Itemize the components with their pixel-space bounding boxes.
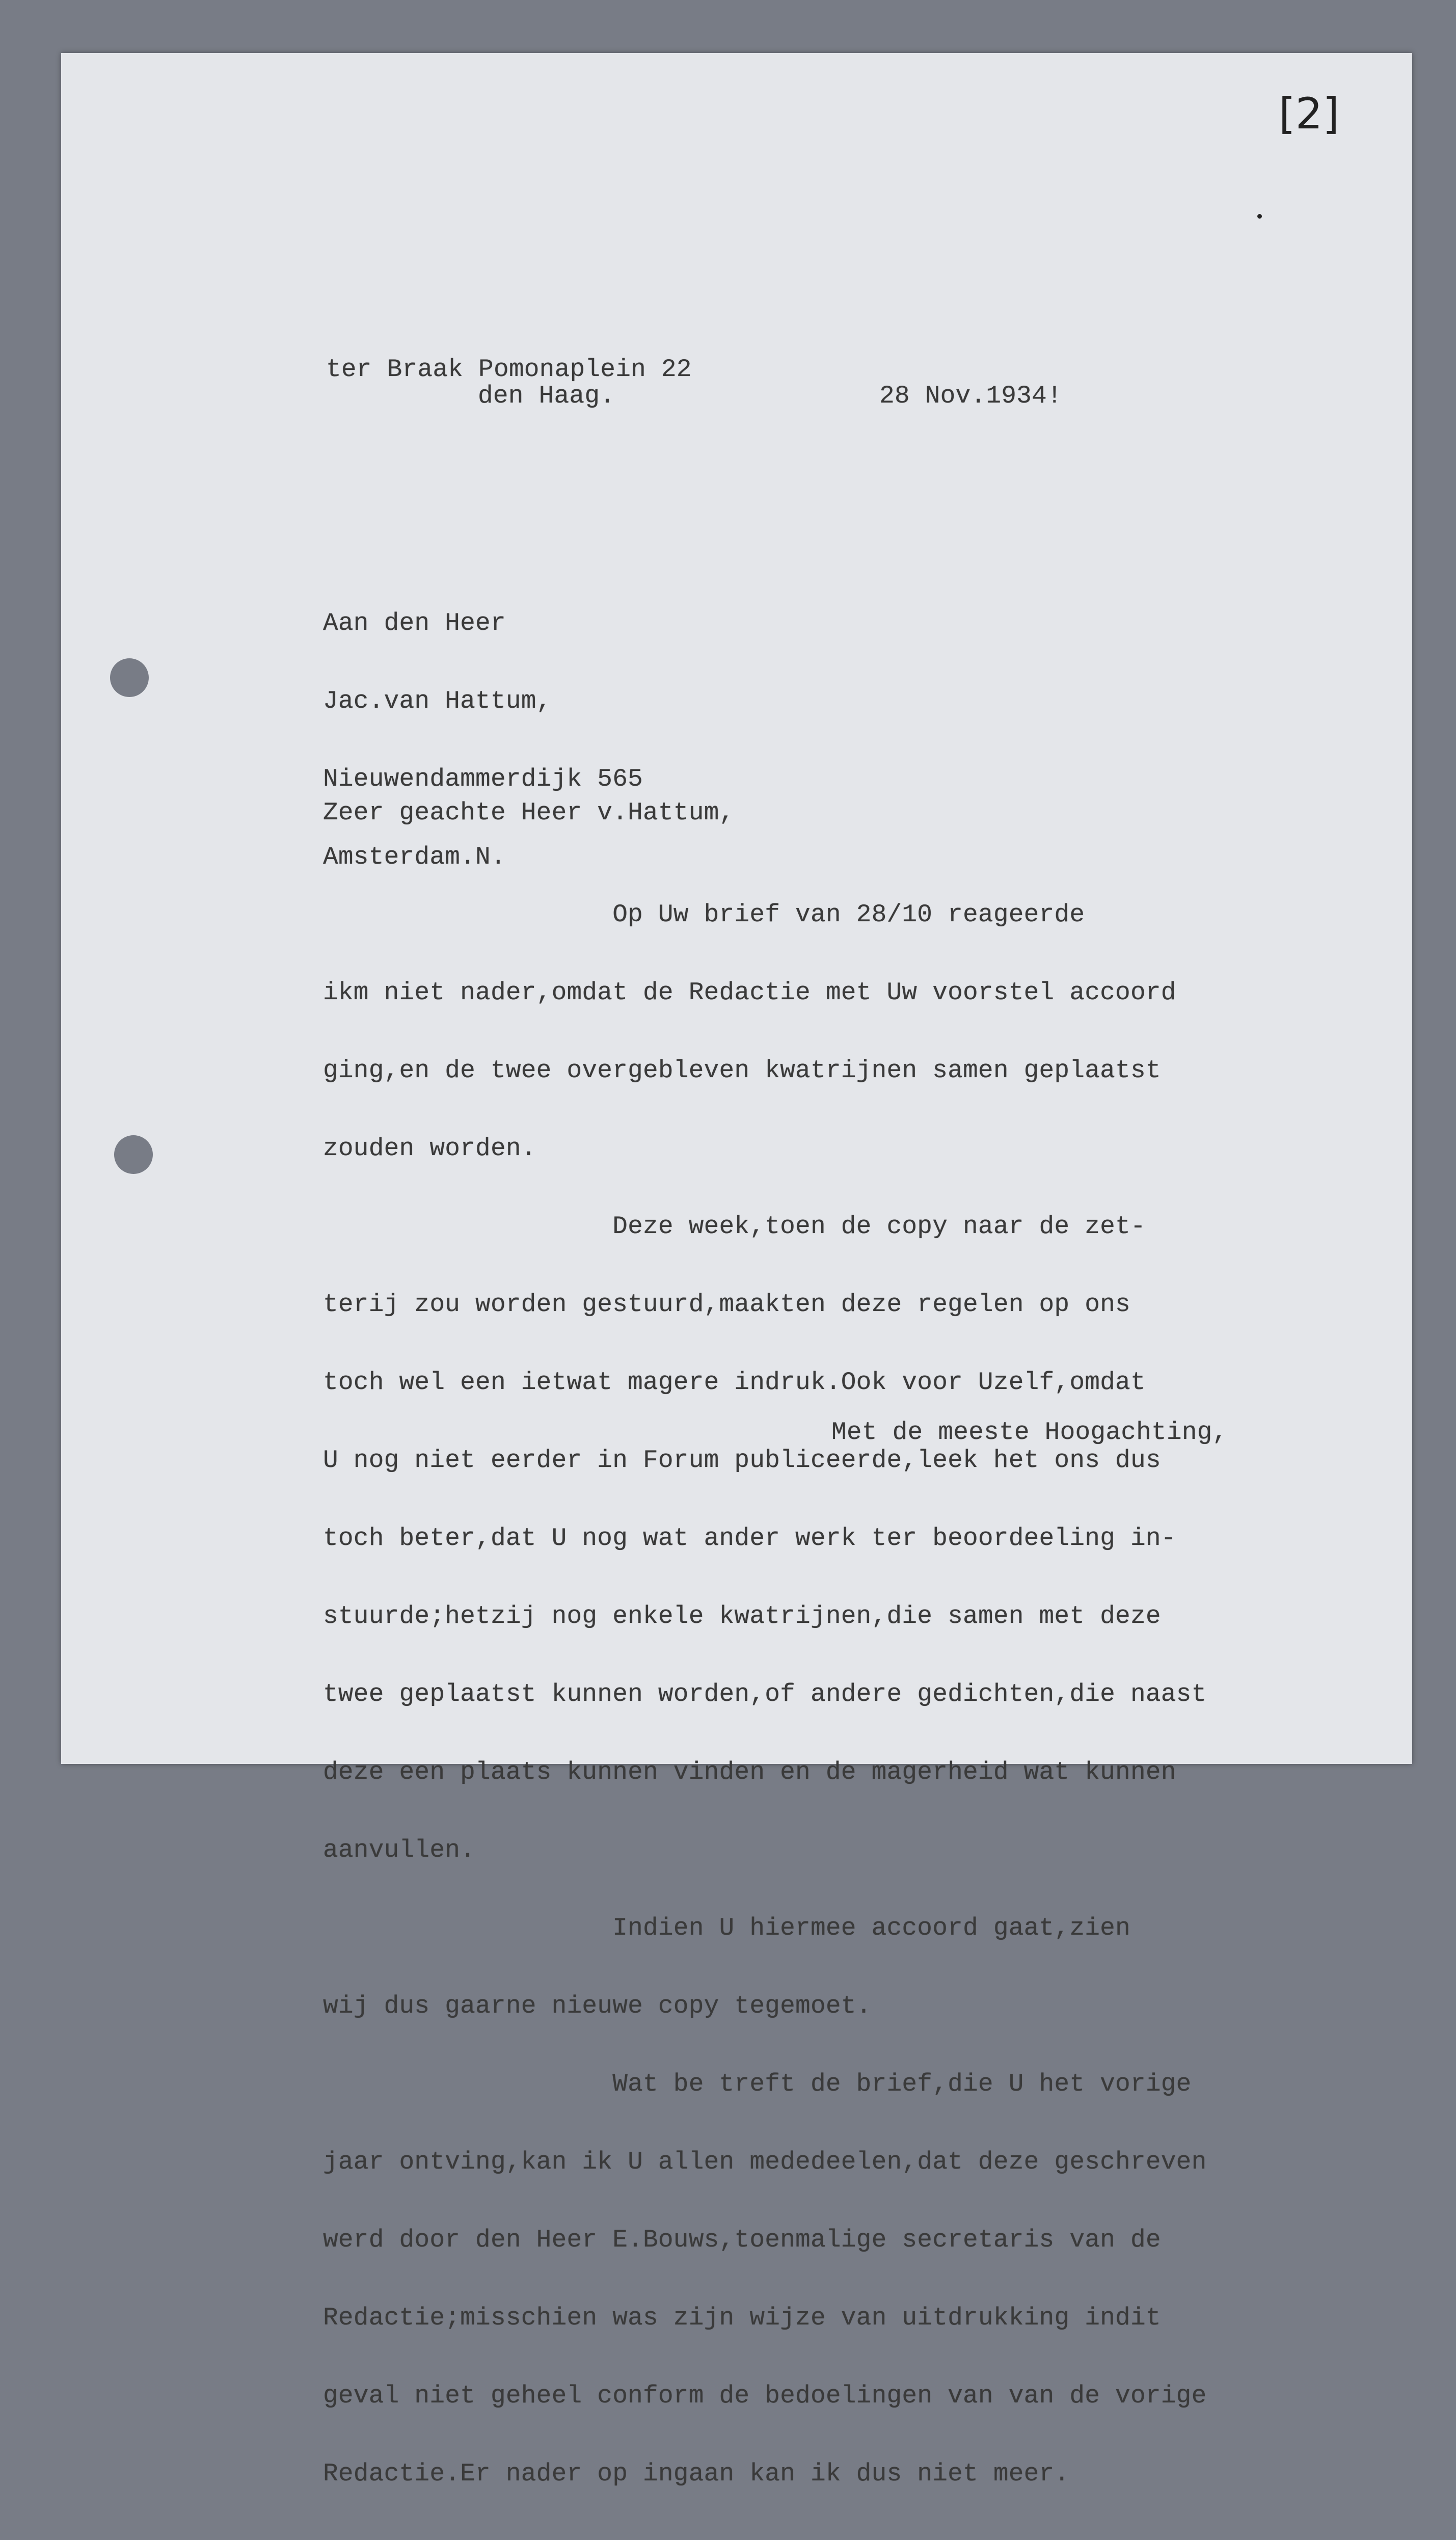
ink-speck bbox=[1257, 214, 1262, 219]
body-line: zouden worden. bbox=[323, 1134, 536, 1163]
body-line: aanvullen. bbox=[323, 1836, 476, 1864]
body-line: Redactie;misschien was zijn wijze van uitdrukking indit bbox=[323, 2304, 1161, 2332]
recipient-line: Nieuwendammerdijk 565 bbox=[323, 765, 643, 793]
body-line: terij zou worden gestuurd,maakten deze regelen op ons bbox=[323, 1290, 1130, 1319]
letter-date: 28 Nov.1934! bbox=[879, 382, 1062, 410]
body-line: jaar ontving,kan ik U allen mededeelen,dat deze geschreven bbox=[323, 2148, 1207, 2176]
body-line: U nog niet eerder in Forum publiceerde,leek het ons dus bbox=[323, 1446, 1161, 1475]
letter-body bbox=[323, 850, 1206, 2539]
recipient-line: Jac.van Hattum, bbox=[323, 687, 552, 715]
closing: Met de meeste Hoogachting, bbox=[831, 1418, 1228, 1447]
body-line: Indien U hiermee accoord gaat,zien bbox=[323, 1914, 1130, 1942]
body-line: Op Uw brief van 28/10 reageerde bbox=[323, 900, 1085, 929]
body-line: twee geplaatst kunnen worden,of andere gedichten,die naast bbox=[323, 1680, 1207, 1708]
body-line: toch wel een ietwat magere indruk.Ook voor Uzelf,omdat bbox=[323, 1368, 1146, 1397]
letter-sheet bbox=[61, 53, 1412, 2488]
body-line: Deze week,toen de copy naar de zet- bbox=[323, 1212, 1146, 1241]
body-line: ging,en de twee overgebleven kwatrijnen samen geplaatst bbox=[323, 1056, 1161, 1085]
body-line: deze een plaats kunnen vinden en de magerheid wat kunnen bbox=[323, 1758, 1176, 1786]
recipient-line: Amsterdam.N. bbox=[323, 843, 506, 871]
archive-page-number: [2] bbox=[1279, 89, 1339, 139]
recipient-line: Aan den Heer bbox=[323, 609, 506, 637]
body-line: toch beter,dat U nog wat ander werk ter beoordeeling in- bbox=[323, 1524, 1176, 1553]
body-line: wij dus gaarne nieuwe copy tegemoet. bbox=[323, 1992, 872, 2020]
body-line: ikm niet nader,omdat de Redactie met Uw voorstel accoord bbox=[323, 978, 1176, 1007]
salutation: Zeer geachte Heer v.Hattum, bbox=[323, 798, 735, 827]
body-line: Wat be treft de brief,die U het vorige bbox=[323, 2070, 1192, 2098]
body-line: stuurde;hetzij nog enkele kwatrijnen,die samen met deze bbox=[323, 1602, 1161, 1630]
punch-hole bbox=[114, 1135, 153, 1174]
body-line: Redactie.Er nader op ingaan kan ik dus niet meer. bbox=[323, 2459, 1070, 2488]
body-line: geval niet geheel conform de bedoelingen van van de vorige bbox=[323, 2382, 1207, 2410]
sender-name: ter Braak Pomonaplein 22 bbox=[326, 355, 692, 384]
sender-city: den Haag. bbox=[478, 382, 615, 410]
punch-hole bbox=[110, 658, 149, 697]
body-line: werd door den Heer E.Bouws,toenmalige secretaris van de bbox=[323, 2226, 1161, 2254]
